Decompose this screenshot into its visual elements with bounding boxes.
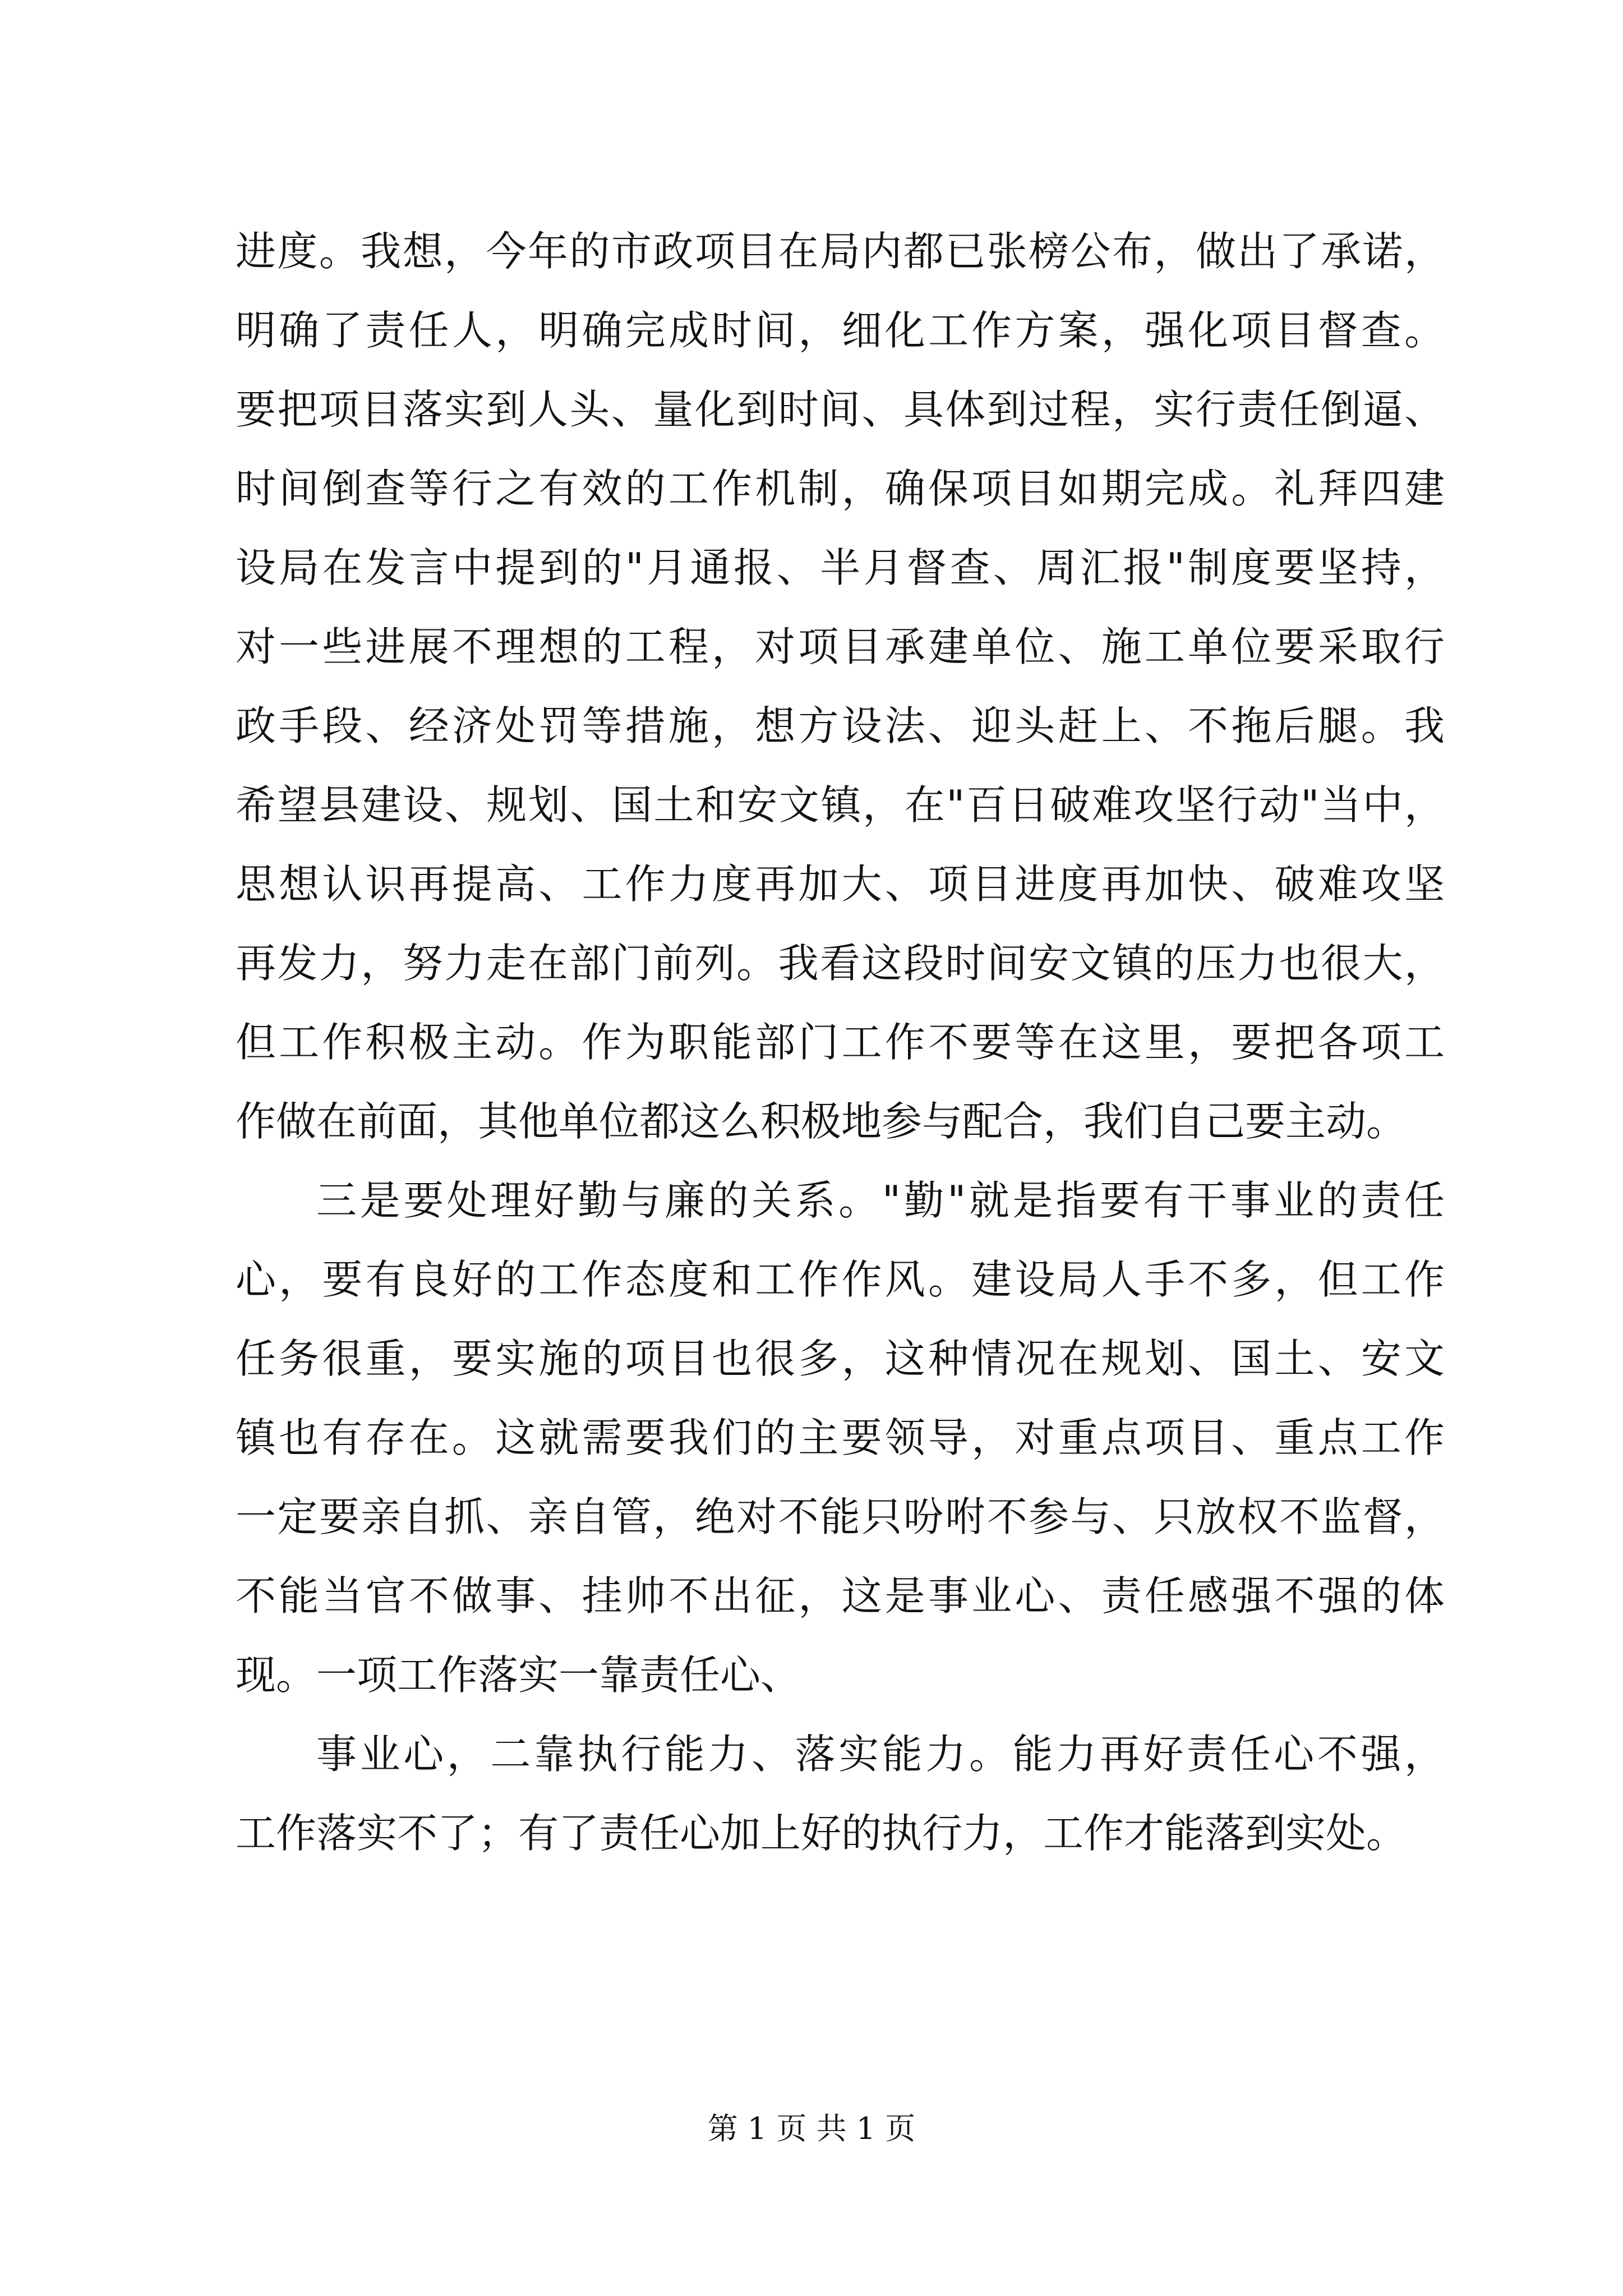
- text-line: 时间倒查等行之有效的工作机制，确保项目如期完成。礼拜四建: [236, 465, 1445, 512]
- text-line: 对一些进展不理想的工程，对项目承建单位、施工单位要采取行: [236, 623, 1445, 670]
- text-line: 三是要处理好勤与廉的关系。"勤"就是指要有干事业的责任: [316, 1177, 1445, 1224]
- text-line: 再发力，努力走在部门前列。我看这段时间安文镇的压力也很大，: [236, 940, 1445, 987]
- page-number-footer: 第 1 页 共 1 页: [707, 2111, 916, 2146]
- text-line: 希望县建设、规划、国土和安文镇，在"百日破难攻坚行动"当中，: [236, 781, 1445, 829]
- text-line: 要把项目落实到人头、量化到时间、具体到过程，实行责任倒逼、: [236, 386, 1445, 433]
- text-line: 作做在前面，其他单位都这么积极地参与配合，我们自己要主动。: [236, 1098, 1407, 1145]
- text-line: 思想认识再提高、工作力度再加大、项目进度再加快、破难攻坚: [236, 861, 1445, 908]
- text-line: 现。一项工作落实一靠责任心、: [236, 1651, 801, 1699]
- text-line: 工作落实不了；有了责任心加上好的执行力，工作才能落到实处。: [236, 1810, 1407, 1857]
- text-line: 任务很重，要实施的项目也很多，这种情况在规划、国土、安文: [236, 1335, 1445, 1382]
- text-line: 设局在发言中提到的"月通报、半月督查、周汇报"制度要坚持，: [236, 544, 1445, 591]
- text-line: 镇也有存在。这就需要我们的主要领导，对重点项目、重点工作: [236, 1414, 1445, 1461]
- text-line: 心，要有良好的工作态度和工作作风。建设局人手不多，但工作: [236, 1256, 1445, 1303]
- text-line: 进度。我想，今年的市政项目在局内都已张榜公布，做出了承诺，: [236, 228, 1445, 275]
- text-line: 不能当官不做事、挂帅不出征，这是事业心、责任感强不强的体: [236, 1572, 1445, 1619]
- text-line: 政手段、经济处罚等措施，想方设法、迎头赶上、不拖后腿。我: [236, 702, 1445, 749]
- text-line: 一定要亲自抓、亲自管，绝对不能只吩咐不参与、只放权不监督，: [236, 1493, 1445, 1540]
- document-body: [236, 212, 1445, 1873]
- text-line: 但工作积极主动。作为职能部门工作不要等在这里，要把各项工: [236, 1019, 1445, 1066]
- text-line: 事业心，二靠执行能力、落实能力。能力再好责任心不强，: [316, 1731, 1445, 1778]
- text-line: 明确了责任人，明确完成时间，细化工作方案，强化项目督查。: [236, 307, 1445, 354]
